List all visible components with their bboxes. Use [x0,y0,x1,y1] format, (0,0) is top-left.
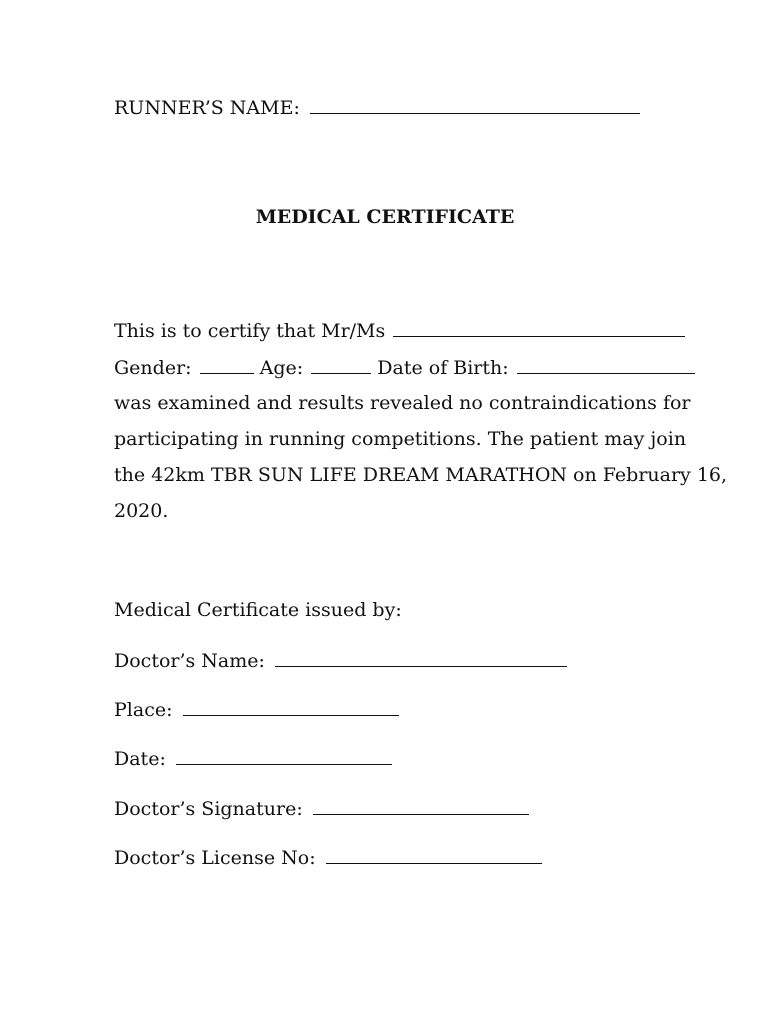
gender-field[interactable] [200,355,254,374]
signature-label: Doctor’s Signature: [114,798,303,820]
age-label: Age: [259,357,304,379]
date-label: Date: [114,748,166,770]
certify-body-line-1: was examined and results revealed no contraindications for [114,392,691,414]
certify-intro-text: This is to certify that Mr/Ms [114,320,386,342]
patient-name-field[interactable] [393,318,685,337]
runner-name-label: RUNNER’S NAME: [114,97,300,119]
doctor-name-field[interactable] [275,648,567,667]
license-row [114,845,542,870]
gender-label: Gender: [114,357,192,379]
document-title: MEDICAL CERTIFICATE [255,206,515,228]
runner-name-field[interactable] [310,95,640,114]
certify-body-line-2: participating in running competitions. The patient may join [114,428,687,450]
doctor-name-label: Doctor’s Name: [114,650,265,672]
date-row [114,746,392,771]
place-label: Place: [114,699,173,721]
certify-row [114,318,685,343]
date-field[interactable] [176,746,392,765]
place-field[interactable] [183,697,399,716]
place-row [114,697,399,722]
license-label: Doctor’s License No: [114,847,316,869]
dob-field[interactable] [517,355,695,374]
issued-by-heading: Medical Certificate issued by: [114,599,402,621]
age-field[interactable] [311,355,371,374]
signature-row [114,796,529,821]
patient-details-row [114,355,695,380]
certify-body-line-3: the 42km TBR SUN LIFE DREAM MARATHON on February 16, [114,464,728,486]
runner-name-row [114,95,640,120]
doctor-name-row [114,648,567,673]
certify-body-line-4: 2020. [114,500,169,522]
dob-label: Date of Birth: [377,357,509,379]
signature-field[interactable] [313,796,529,815]
license-field[interactable] [326,845,542,864]
